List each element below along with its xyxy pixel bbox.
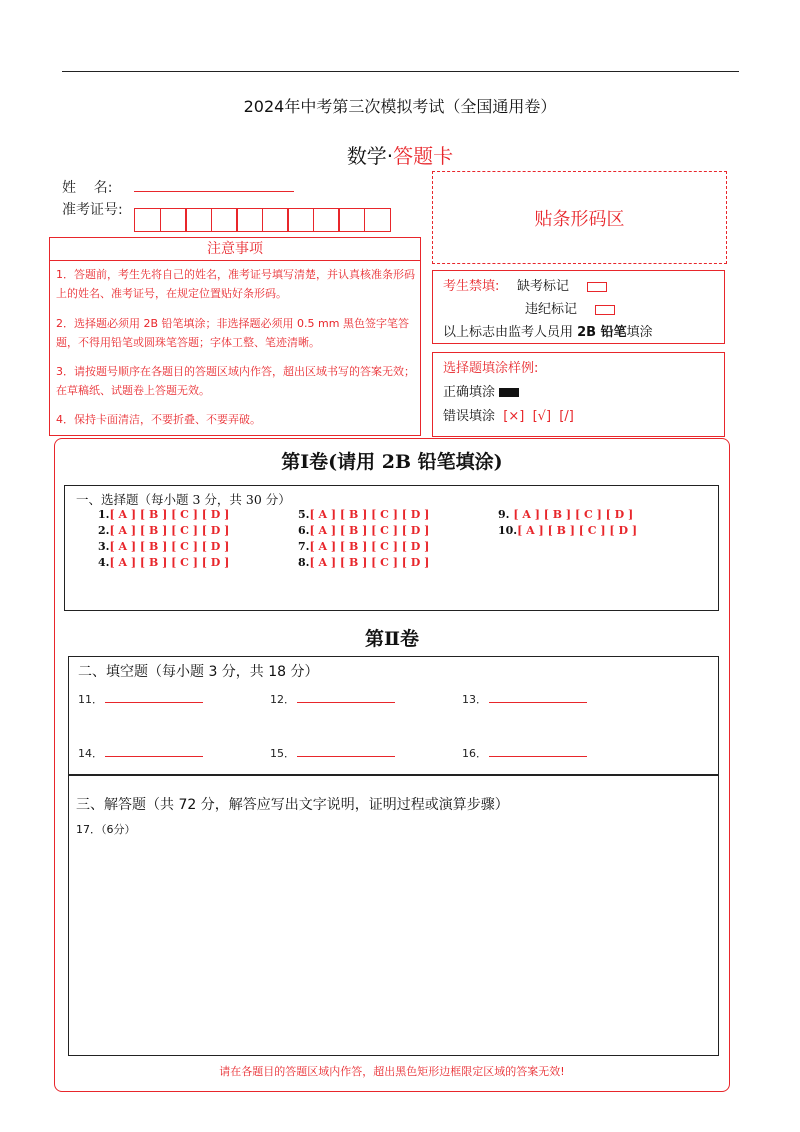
q-number: 2. — [98, 524, 110, 537]
option-bubbles[interactable]: [ A ] [ B ] [ C ] [ D ] — [109, 508, 230, 521]
q-number: 5. — [298, 508, 310, 521]
q-number: 8. — [298, 556, 310, 569]
choice-q9[interactable] — [498, 508, 633, 521]
answer-line[interactable] — [489, 756, 587, 757]
correct-label: 正确填涂 — [443, 385, 496, 400]
answer-card-label: 答题卡 — [393, 144, 454, 168]
option-bubbles[interactable]: [ A ] [ B ] [ C ] [ D ] — [309, 540, 430, 553]
footer-warning: 请在各题目的答题区域内作答，超出黑色矩形边框限定区域的答案无效! — [219, 1065, 565, 1078]
choice-q10[interactable] — [498, 524, 637, 537]
q-number: 9. — [498, 508, 510, 521]
answer-line[interactable] — [297, 702, 395, 703]
barcode-label: 贴条形码区 — [534, 208, 625, 230]
volume2-title: 第Ⅱ卷 — [364, 628, 419, 650]
choice-q6[interactable] — [298, 524, 429, 537]
q-number: 11． — [78, 693, 103, 706]
answer-line[interactable] — [105, 702, 203, 703]
name-label: 姓 名: — [62, 180, 113, 196]
id-digit-box[interactable] — [364, 208, 391, 232]
barcode-area — [432, 171, 727, 264]
notice-item: 1．答题前，考生先将自己的姓名，准考证号填写清楚，并认真核准条形码上的姓名、准考证号，在规定位置贴好条形码。 — [56, 268, 415, 300]
blank-q13[interactable] — [462, 691, 587, 707]
name-field[interactable] — [134, 191, 294, 192]
choice-q4[interactable] — [98, 556, 229, 569]
absent-label: 缺考标记 — [517, 279, 570, 294]
option-bubbles[interactable]: [ A ] [ B ] [ C ] [ D ] — [109, 556, 230, 569]
blank-q12[interactable] — [270, 691, 395, 707]
q-number: 10. — [498, 524, 518, 537]
choice-q5[interactable] — [298, 508, 429, 521]
volume1-title: 第Ⅰ卷(请用 2B 铅笔填涂) — [281, 451, 503, 473]
q17-label: 17．（6分） — [76, 823, 136, 836]
wrong-label: 错误填涂 — [443, 409, 496, 424]
option-bubbles[interactable]: [ A ] [ B ] [ C ] [ D ] — [309, 524, 430, 537]
q-number: 3. — [98, 540, 110, 553]
blank-q15[interactable] — [270, 745, 395, 761]
q-number: 13． — [462, 693, 487, 706]
blank-q11[interactable] — [78, 691, 203, 707]
solution-section-box[interactable] — [68, 774, 719, 1056]
absent-mark-box[interactable] — [587, 282, 607, 292]
option-bubbles[interactable]: [ A ] [ B ] [ C ] [ D ] — [309, 508, 430, 521]
choice-q1[interactable] — [98, 508, 229, 521]
id-digit-box[interactable] — [262, 208, 289, 232]
solution-section-title: 三、解答题（共 72 分，解答应写出文字说明，证明过程或演算步骤） — [76, 797, 509, 813]
choice-q8[interactable] — [298, 556, 429, 569]
choice-q2[interactable] — [98, 524, 229, 537]
id-digit-box[interactable] — [287, 208, 314, 232]
notice-item: 3．请按题号顺序在各题目的答题区域内作答，超出区域书写的答案无效；在草稿纸、试题卷上答题无效。 — [56, 365, 415, 397]
id-digit-box[interactable] — [313, 208, 340, 232]
q-number: 14． — [78, 747, 103, 760]
fill-sample-box — [432, 352, 725, 437]
notice-item: 4．保持卡面清洁，不要折叠、不要弄破。 — [56, 413, 261, 426]
option-bubbles[interactable]: [ A ] [ B ] [ C ] [ D ] — [309, 556, 430, 569]
q-number: 6. — [298, 524, 310, 537]
q-number: 1. — [98, 508, 110, 521]
note-prefix: 以上标志由监考人员用 — [443, 325, 578, 340]
correct-fill-mark — [499, 388, 519, 397]
subject-name: 数学· — [346, 144, 394, 168]
violation-label: 违纪标记 — [525, 302, 578, 317]
blank-q14[interactable] — [78, 745, 203, 761]
option-bubbles[interactable]: [ A ] [ B ] [ C ] [ D ] — [513, 508, 634, 521]
answer-line[interactable] — [297, 756, 395, 757]
id-label: 准考证号: — [62, 202, 123, 218]
id-digit-box[interactable] — [185, 208, 212, 232]
fill-section-title: 二、填空题（每小题 3 分，共 18 分） — [78, 664, 319, 680]
forbidden-title: 考生禁填: — [443, 279, 500, 294]
choice-section-title: 一、选择题（每小题 3 分，共 30 分） — [76, 492, 291, 507]
q-number: 7. — [298, 540, 310, 553]
note-suffix: 填涂 — [626, 325, 653, 340]
id-digit-box[interactable] — [211, 208, 238, 232]
blank-q16[interactable] — [462, 745, 587, 761]
option-bubbles[interactable]: [ A ] [ B ] [ C ] [ D ] — [109, 540, 230, 553]
id-digit-box[interactable] — [338, 208, 365, 232]
id-digit-box[interactable] — [160, 208, 187, 232]
answer-line[interactable] — [105, 756, 203, 757]
q-number: 16． — [462, 747, 487, 760]
choice-q7[interactable] — [298, 540, 429, 553]
choice-q3[interactable] — [98, 540, 229, 553]
notice-item: 2．选择题必须用 2B 铅笔填涂；非选择题必须用 0.5 mm 黑色签字笔答题，不得用铅笔或圆珠笔答题；字体工整、笔迹清晰。 — [56, 317, 409, 349]
q-number: 4. — [98, 556, 110, 569]
sample-title: 选择题填涂样例: — [443, 361, 539, 376]
forbidden-fill-box — [432, 270, 725, 344]
subject-title — [0, 140, 800, 169]
id-digit-box[interactable] — [236, 208, 263, 232]
id-number-boxes[interactable] — [134, 208, 389, 232]
q-number: 15． — [270, 747, 295, 760]
option-bubbles[interactable]: [ A ] [ B ] [ C ] [ D ] — [517, 524, 638, 537]
exam-title: 2024年中考第三次模拟考试（全国通用卷） — [243, 97, 557, 116]
note-bold: 2B 铅笔 — [577, 325, 627, 340]
notice-title: 注意事项 — [50, 238, 420, 261]
violation-mark-box[interactable] — [595, 305, 615, 315]
notice-box — [49, 237, 421, 436]
q-number: 12． — [270, 693, 295, 706]
option-bubbles[interactable]: [ A ] [ B ] [ C ] [ D ] — [109, 524, 230, 537]
wrong-marks: [×] [√] [/] — [503, 409, 574, 424]
id-digit-box[interactable] — [134, 208, 161, 232]
top-rule — [62, 71, 739, 72]
answer-line[interactable] — [489, 702, 587, 703]
forbidden-note — [443, 321, 653, 340]
